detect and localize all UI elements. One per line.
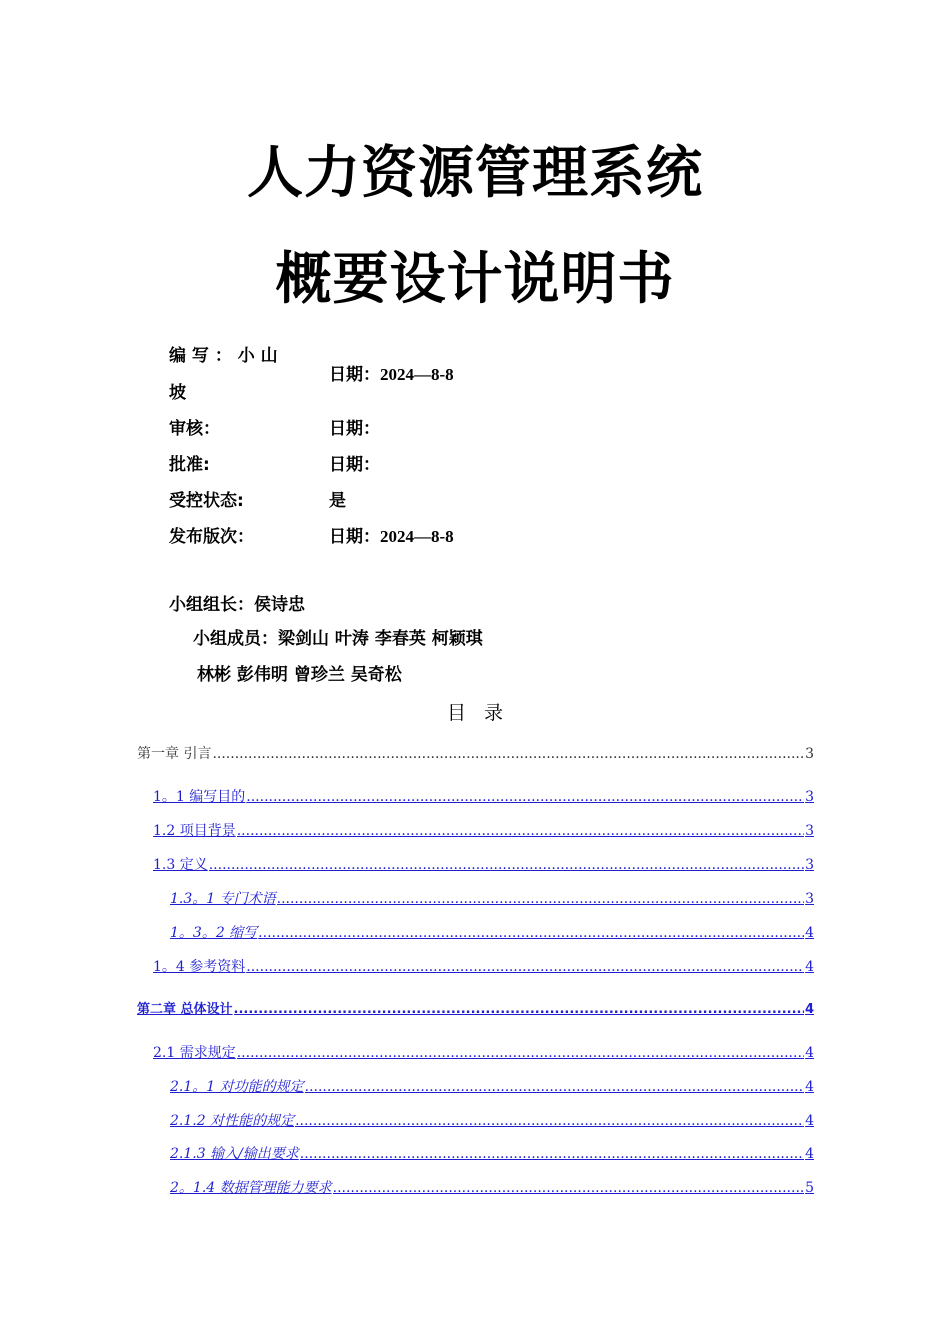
toc-entry-2-1-2[interactable]: [170, 1112, 814, 1130]
toc-entry-page: 4: [805, 1146, 814, 1162]
toc-entry-label: 1.3 定义: [153, 857, 208, 873]
toc-entry-label: 第二章 总体设计: [137, 1002, 233, 1017]
toc-entry-page: 4: [805, 1079, 814, 1095]
toc-entry-label: 1.2 项目背景: [153, 823, 236, 839]
version-date: 日期：2024—8-8: [329, 527, 454, 546]
toc-entry-label: 2.1.3 输入/输出要求: [170, 1146, 299, 1162]
toc-entry-2-1-1[interactable]: [170, 1078, 814, 1096]
controlled-status-label: 受控状态:: [169, 491, 244, 511]
review-date: 日期：: [329, 419, 380, 439]
toc-entry-page: 5: [805, 1180, 814, 1196]
toc-entry-page: 4: [805, 925, 814, 941]
controlled-status-value: 是: [329, 491, 346, 511]
group-leader: 小组组长：侯诗忠: [169, 595, 305, 615]
toc-entry-label: 第一章 引言: [137, 746, 212, 762]
toc-entry-page: 4: [805, 959, 814, 975]
review-label: 审核：: [169, 419, 220, 439]
author-label: 编 写 ： 小 山: [169, 346, 278, 366]
toc-entry-chapter1: [137, 745, 814, 763]
approve-label: 批准:: [169, 455, 210, 475]
author-label-cont: 坡: [169, 383, 186, 403]
toc-entry-label: 2.1.2 对性能的规定: [170, 1113, 295, 1129]
toc-entry-2-1-4[interactable]: [170, 1179, 814, 1197]
toc-entry-label: 1。1 编写目的: [153, 789, 246, 805]
toc-entry-chapter2[interactable]: [137, 1001, 814, 1019]
group-members-line2: 林彬 彭伟明 曾珍兰 吴奇松: [197, 665, 402, 685]
toc-entry-2-1-3[interactable]: [170, 1145, 814, 1163]
toc-heading: 目录: [446, 702, 521, 724]
toc-entry-page: 3: [805, 789, 814, 805]
document-title-line1: 人力资源管理系统: [247, 141, 703, 206]
toc-entry-label: 1。3。2 缩写: [170, 925, 258, 941]
toc-entry-1-3[interactable]: [153, 856, 814, 874]
approve-date: 日期：: [329, 455, 380, 475]
author-date: 日期：2024—8-8: [329, 365, 454, 384]
toc-entry-1-3-2[interactable]: [170, 924, 814, 942]
toc-entry-1-4[interactable]: [153, 958, 814, 976]
toc-entry-page: 3: [805, 823, 814, 839]
toc-entry-label: 2。1.4 数据管理能力要求: [170, 1180, 332, 1196]
toc-entry-page: 4: [805, 1045, 814, 1061]
toc-entry-page: 3: [805, 891, 814, 907]
toc-entry-page: 3: [805, 746, 814, 762]
toc-entry-page: 4: [805, 1113, 814, 1129]
toc-entry-1-2[interactable]: [153, 822, 814, 840]
version-label: 发布版次：: [169, 527, 254, 547]
toc-entry-1-3-1[interactable]: [170, 890, 814, 908]
document-title-line2: 概要设计说明书: [275, 247, 675, 312]
toc-entry-label: 2.1。1 对功能的规定: [170, 1079, 304, 1095]
toc-entry-label: 1.3。1 专门术语: [170, 891, 276, 907]
toc-entry-page: 4: [804, 1002, 814, 1017]
toc-entry-1-1[interactable]: [153, 788, 814, 806]
toc-entry-page: 3: [805, 857, 814, 873]
toc-entry-label: 1。4 参考资料: [153, 959, 246, 975]
toc-entry-2-1[interactable]: [153, 1044, 814, 1062]
group-members-line1: 小组成员：梁剑山 叶涛 李春英 柯颖琪: [193, 629, 483, 649]
toc-entry-label: 2.1 需求规定: [153, 1045, 236, 1061]
